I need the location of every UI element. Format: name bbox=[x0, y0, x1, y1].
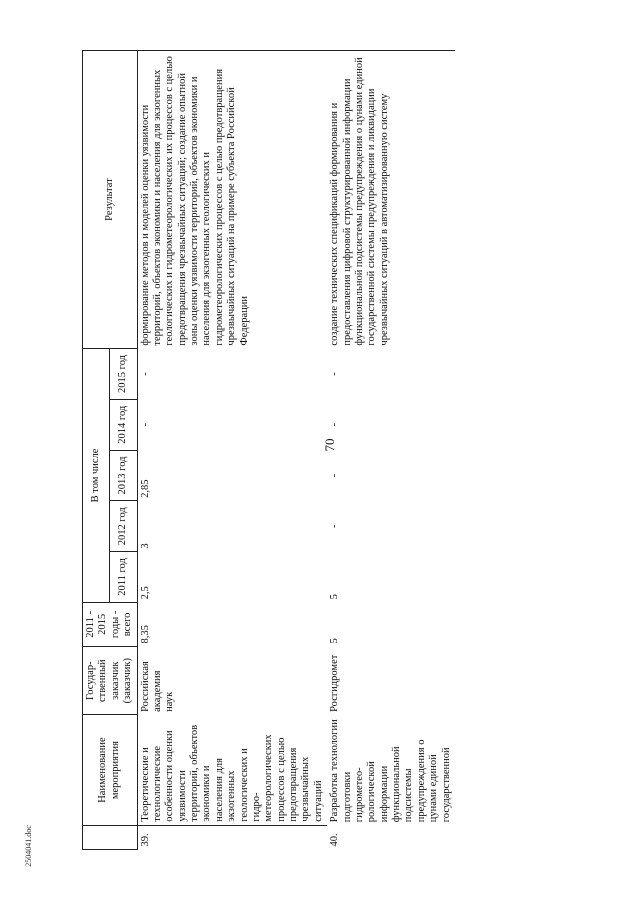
row-customer: Российская академия наук bbox=[139, 661, 176, 712]
header-row-1 bbox=[83, 51, 110, 850]
row-2011: 5 bbox=[329, 594, 341, 600]
row-total: 8,35 bbox=[139, 625, 151, 644]
row-2015: - bbox=[139, 372, 151, 376]
row-2014: - bbox=[329, 422, 341, 427]
row-customer: Росгидромет bbox=[329, 654, 341, 712]
table-rotated-container bbox=[82, 50, 502, 850]
header-year-2011: 2011 год bbox=[110, 552, 137, 603]
header-name: Наименование мероприятия bbox=[83, 715, 138, 825]
page-number: 70 bbox=[322, 438, 337, 452]
row-result: формирование методов и моделей оценки уязвимости территорий, объектов экономики и населения для экзогенных геологических и гидрометеорологических их процессов с целью предотвращения чрезвычайных ситуаций; создание опытной зоны оценки уязвимости территорий, объектов экономики и населения для экзогенных геологических и гидрометеорологических процессов с целью предотвращения чрезвычайных ситуаций на примере субъекта Российской Федерации bbox=[137, 51, 327, 349]
row-2011: 2,5 bbox=[139, 586, 151, 600]
row-name: Разработка технологии подготовки гидрометео-рологической информации функциональной подсистемы предупреждения о цунами единой государственной bbox=[329, 719, 452, 823]
row-name: Теоретические и технологические особенности оценки уязвимости территорий, объектов экономики и населения для экзогенных геологических и гидро-метеорологических процессов с целью предотвращения чрезвычайных ситуаций bbox=[139, 724, 324, 822]
row-total: 5 bbox=[329, 638, 341, 644]
row-2014: - bbox=[139, 422, 151, 427]
header-customer: Государ-ственный заказчик (заказчик) bbox=[83, 646, 138, 714]
header-total: 2011 - 2015 годы - всего bbox=[83, 602, 138, 646]
footer-code: 2504041.doc bbox=[24, 825, 33, 867]
row-number: 40. bbox=[329, 833, 341, 847]
row-2012: 3 bbox=[139, 543, 151, 549]
table-row bbox=[327, 51, 455, 850]
row-2012: - bbox=[329, 524, 341, 528]
row-2013: - bbox=[329, 473, 341, 478]
header-result: Результат bbox=[83, 51, 138, 349]
header-including: В том числе bbox=[83, 349, 110, 603]
row-number: 39. bbox=[137, 825, 327, 849]
program-table bbox=[82, 50, 455, 850]
header-number bbox=[83, 825, 138, 849]
header-year-2015: 2015 год bbox=[110, 349, 137, 400]
row-result: создание технических спецификаций формирования и предоставления цифровой структурированной информации функциональной подсистемы предупреждения о цунами единой государственной системы предупреждения и ликвидации чрезвычайных ситуаций в автоматизированную систему bbox=[327, 51, 455, 349]
header-year-2013: 2013 год bbox=[110, 450, 137, 501]
table-row bbox=[137, 51, 327, 850]
row-2015: - bbox=[329, 372, 341, 376]
table-wrapper bbox=[82, 50, 502, 850]
header-year-2012: 2012 год bbox=[110, 501, 137, 552]
row-2013: 2,85 bbox=[139, 479, 151, 498]
header-year-2014: 2014 год bbox=[110, 399, 137, 450]
